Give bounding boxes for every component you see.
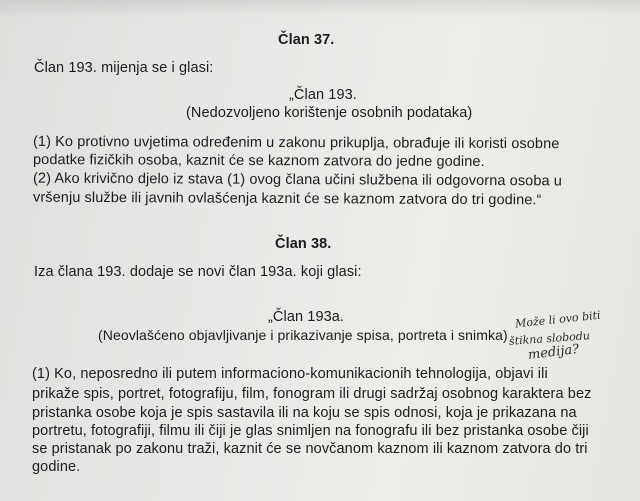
article-38-quoted-title: „Član 193a. xyxy=(268,309,345,325)
article-38-intro: Iza člana 193. dodaje se novi član 193a. koji glasi: xyxy=(34,264,362,280)
article-38-heading: Član 38. xyxy=(275,236,332,252)
page-shadow xyxy=(0,0,640,18)
article-38-quoted-subtitle: (Neovlašćeno objavljivanje i prikazivanje spisa, portreta i snimka) xyxy=(98,327,508,343)
handwritten-note-line-2: štikna slobodu xyxy=(508,329,591,348)
article-37-intro: Član 193. mijenja se i glasi: xyxy=(34,60,214,76)
handwritten-note-line-3: medija? xyxy=(527,341,580,364)
article-38-paragraph-line-4: portretu, fotografiji, filmu ili čiji je glas snimljen na fonografu ili bez pristanka osobe čiji xyxy=(32,423,589,439)
article-37-paragraph-2-line-1: (2) Ako krivično djelo iz stava (1) ovog člana učini službena ili odgovorna osoba u xyxy=(32,170,563,190)
article-37-heading: Član 37. xyxy=(278,32,335,48)
article-38-paragraph-line-2: prikaže spis, portret, fotografiju, film, fonogram ili drugi sadržaj osobnog karaktera bez xyxy=(32,386,592,402)
article-38-paragraph-line-5: se pristanak po zakonu traži, kaznit će se novčanom kaznom ili kaznom zatvora do tri xyxy=(32,441,588,457)
article-37-paragraph-2-line-2: vršenju službe ili javnih ovlašćenja kaznit će se kaznom zatvora do tri godine.“ xyxy=(32,189,542,209)
article-37-quoted-subtitle: (Nedozvoljeno korištenje osobnih podataka) xyxy=(186,105,473,121)
article-38-paragraph-line-3: pristanka osobe koja je spis sastavila ili na koju se spis odnosi, koja je prikazana na xyxy=(32,405,577,421)
article-38-paragraph-line-6: godine. xyxy=(32,459,81,475)
article-38-paragraph-line-1: (1) Ko, neposredno ili putem informaciono-komunikacionih tehnologija, objavi ili xyxy=(32,366,548,382)
handwritten-note-line-1: Može li ovo biti xyxy=(514,308,602,331)
article-37-paragraph-1-line-1: (1) Ko protivno uvjetima određenim u zakonu prikuplja, obrađuje ili koristi osobne xyxy=(32,133,560,153)
article-37-paragraph-1-line-2: podatke fizičkih osoba, kaznit će se kaznom zatvora do jedne godine. xyxy=(32,152,485,170)
article-37-quoted-title: „Član 193. xyxy=(289,87,357,103)
